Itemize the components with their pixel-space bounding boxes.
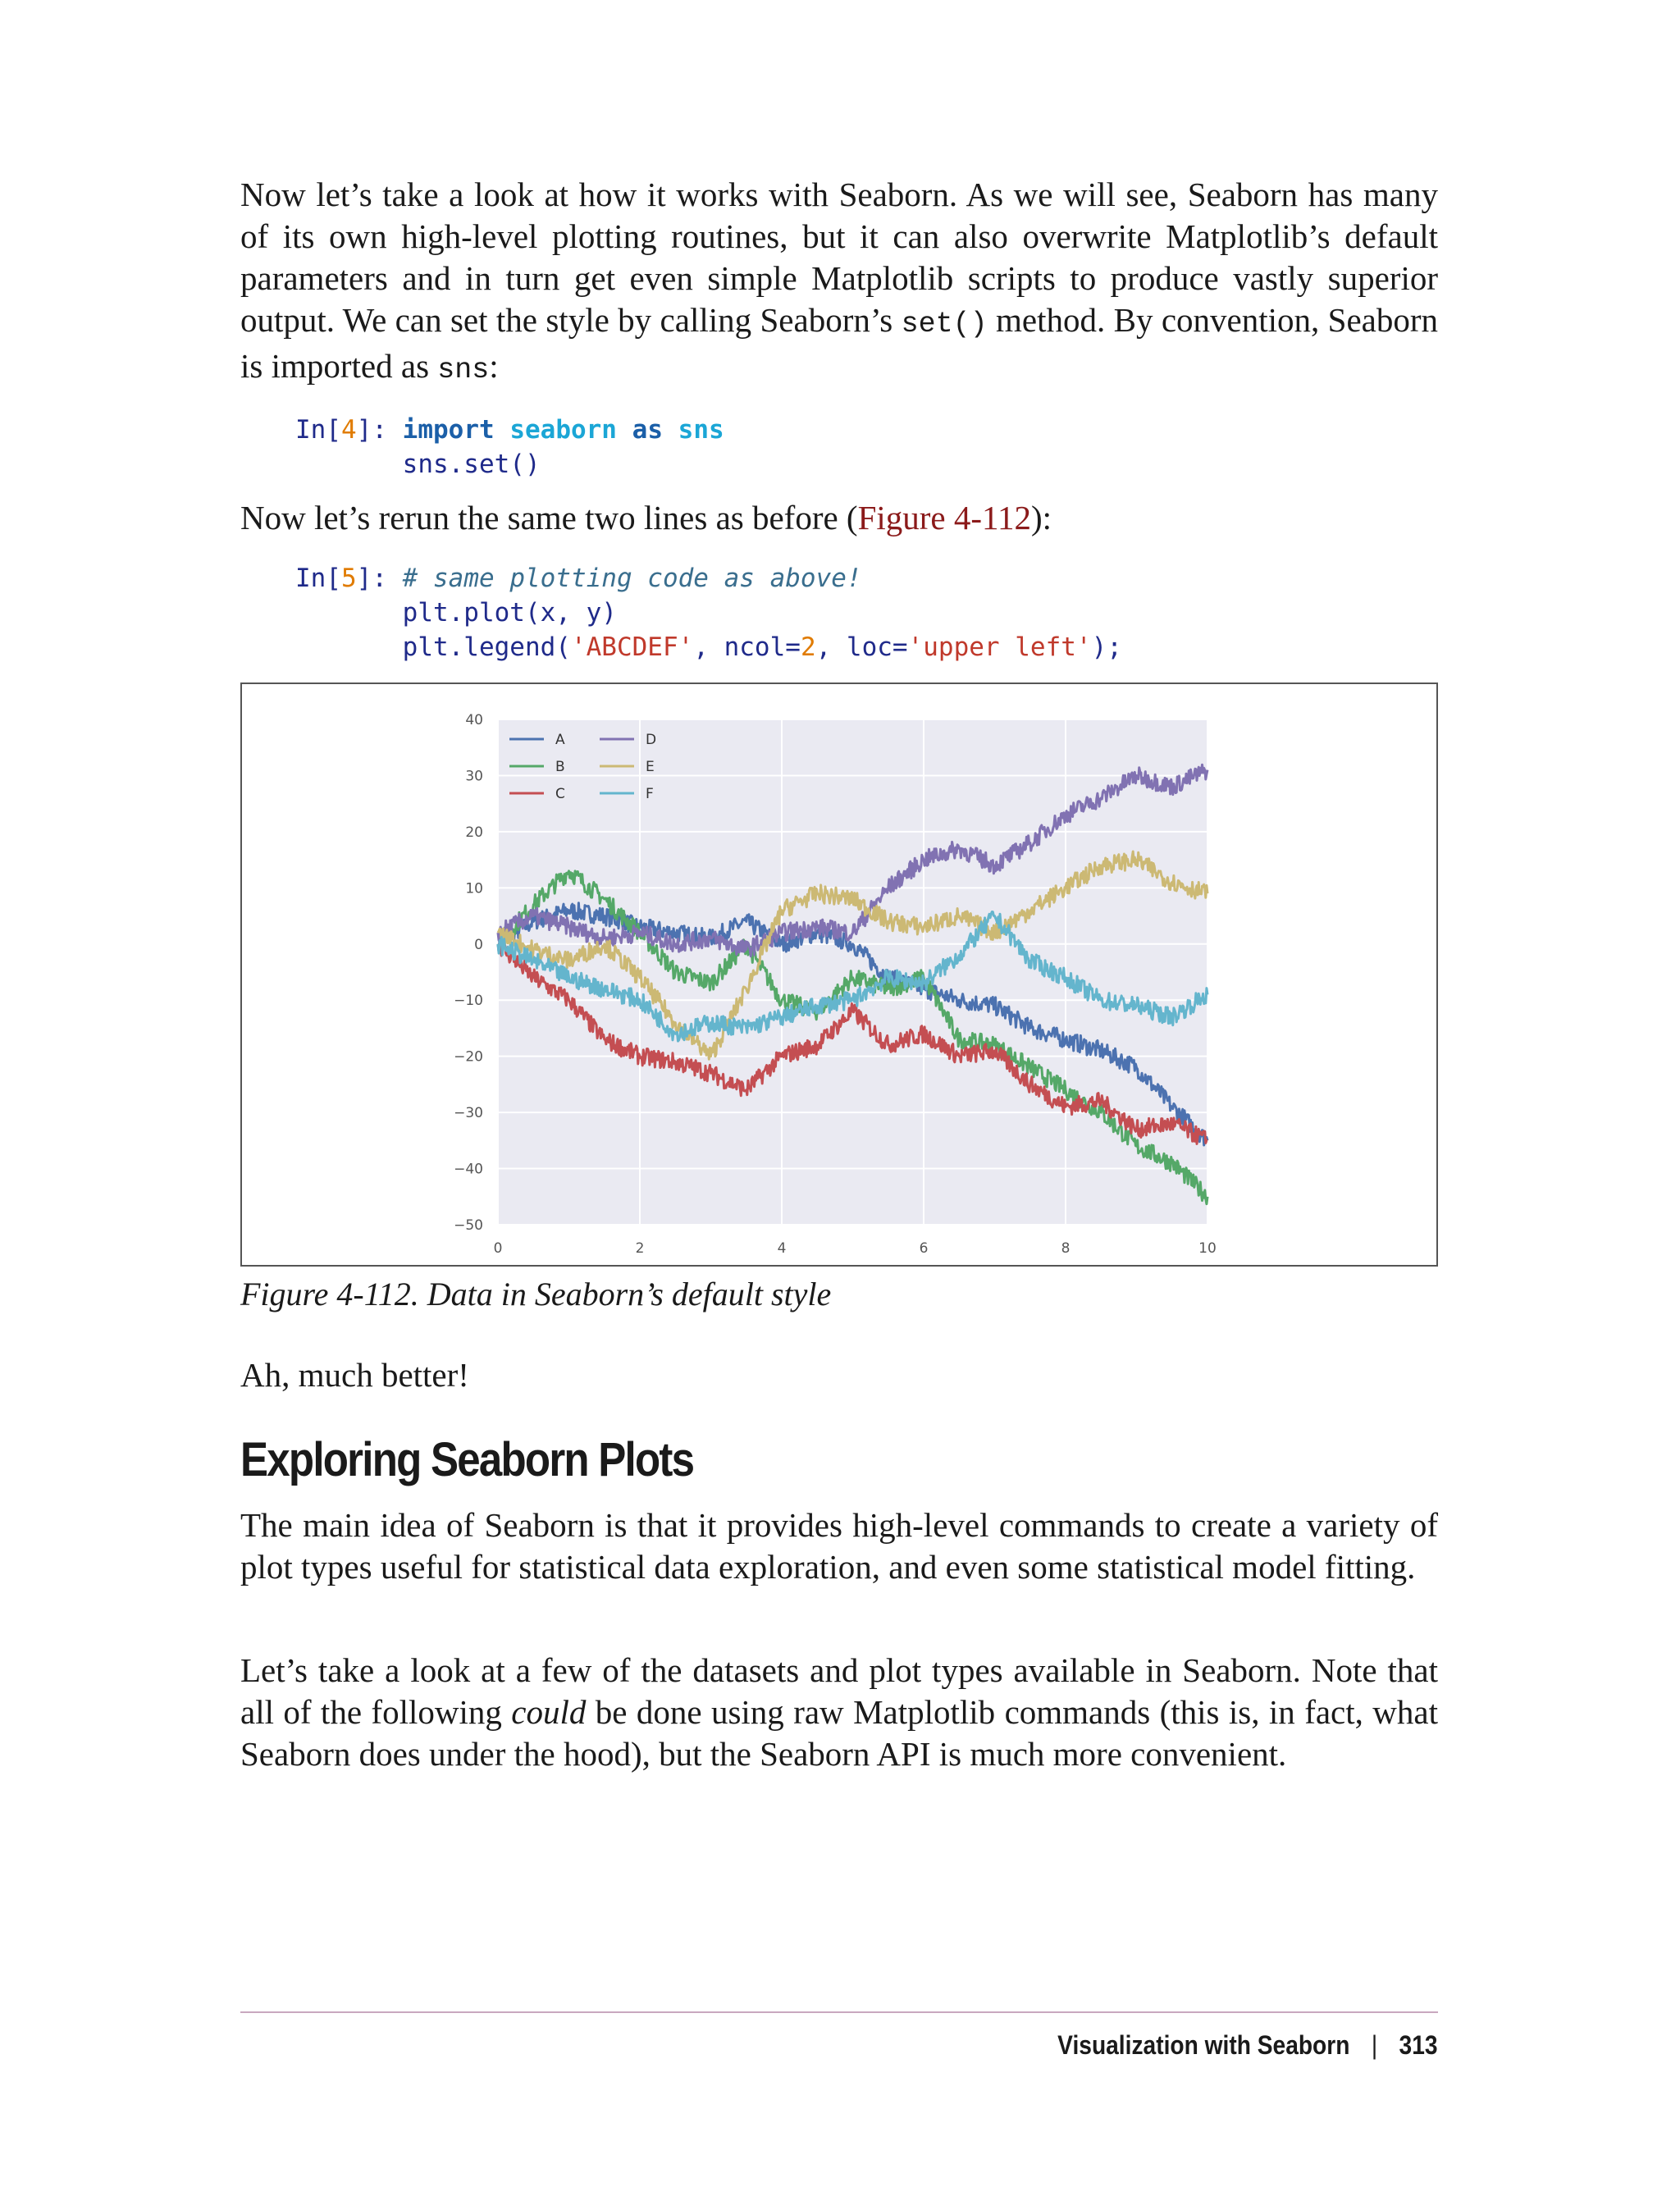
code-prompt: In[: [295, 564, 341, 593]
running-footer-title: Visualization with Seaborn: [1057, 2030, 1350, 2060]
figure-caption: Figure 4-112. Data in Seaborn’s default style: [240, 1276, 832, 1312]
plot-area-background: [498, 719, 1208, 1225]
code-module-name: seaborn: [509, 415, 617, 445]
line-chart: [242, 684, 1436, 1265]
rerun-paragraph: [240, 497, 1438, 539]
code-loc-arg: , loc=: [815, 632, 908, 662]
y-tick-label: 10: [465, 880, 483, 897]
x-tick-label: 2: [635, 1240, 645, 1257]
y-tick-label: −20: [454, 1048, 483, 1066]
datasets-paragraph: [240, 1650, 1438, 1775]
rerun-text-end: ):: [1031, 499, 1052, 536]
x-tick-label: 10: [1198, 1240, 1217, 1257]
y-tick-label: −40: [454, 1161, 483, 1178]
datasets-text-1: Let’s take a look at a few of the datasets and plot types available in Seaborn. Note that all of the following: [240, 1651, 1438, 1731]
datasets-text-2: be done using raw Matplotlib commands (this is, in fact, what Seaborn does under the hood), but the Seaborn API is much more convenient.: [240, 1693, 1438, 1773]
legend-label-E: E: [646, 759, 655, 775]
figure-reference-link[interactable]: Figure 4-112: [857, 499, 1032, 536]
code-string-upper-left: 'upper left': [907, 632, 1092, 662]
legend-label-B: B: [555, 759, 565, 775]
code-legend-call: plt.legend(: [402, 632, 571, 662]
code-comment: # same plotting code as above!: [402, 564, 862, 593]
y-tick-label: 0: [474, 936, 483, 953]
code-block-plot: [295, 561, 1122, 664]
code-line-end: );: [1091, 632, 1122, 662]
inline-code-set: set(): [901, 308, 988, 340]
page-number: 313: [1399, 2030, 1438, 2060]
y-tick-label: −50: [454, 1217, 483, 1234]
legend-label-A: A: [555, 732, 565, 748]
x-tick-label: 8: [1061, 1240, 1071, 1257]
y-tick-label: −30: [454, 1105, 483, 1122]
code-string-abcdef: 'ABCDEF': [570, 632, 694, 662]
intro-paragraph: [240, 174, 1438, 391]
code-prompt: In[: [295, 415, 341, 445]
code-ncol-arg: , ncol=: [693, 632, 801, 662]
y-tick-label: 30: [465, 768, 483, 785]
code-prompt-number: 4: [341, 415, 357, 445]
intro-text-2: method. By convention, Seaborn is imported as: [240, 301, 1438, 385]
section-heading: Exploring Seaborn Plots: [240, 1433, 694, 1486]
emphasis-could: could: [511, 1693, 587, 1731]
rerun-text: Now let’s rerun the same two lines as before (: [240, 499, 858, 536]
footer-separator: |: [1372, 2030, 1378, 2060]
code-line-plot: plt.plot(x, y): [402, 598, 617, 628]
y-tick-label: −10: [454, 993, 483, 1010]
x-tick-label: 6: [919, 1240, 929, 1257]
legend-label-C: C: [555, 786, 565, 802]
y-tick-label: 40: [465, 712, 483, 728]
x-tick-label: 0: [493, 1240, 503, 1257]
code-prompt-close: ]:: [356, 564, 403, 593]
code-keyword-import: import: [402, 415, 495, 445]
intro-text-1: Now let’s take a look at how it works with Seaborn. As we will see, Seaborn has many of its own high-level plotting routines, but it can also overwrite Matplotlib’s default parameters and in turn get even simple Matplotlib scripts to produce vastly superior output. We can set the style by calling Seaborn’s: [240, 176, 1438, 339]
code-alias: sns: [678, 415, 724, 445]
legend-label-D: D: [646, 732, 657, 748]
reaction-paragraph: Ah, much better!: [240, 1356, 469, 1394]
code-block-import: [295, 413, 724, 482]
x-tick-label: 4: [777, 1240, 787, 1257]
footer-divider: [240, 2011, 1438, 2013]
y-tick-label: 20: [465, 824, 483, 841]
legend-label-F: F: [646, 786, 654, 802]
main-idea-paragraph: The main idea of Seaborn is that it provides high-level commands to create a variety of plot types useful for statistical data exploration, and even some statistical model fitting.: [240, 1506, 1438, 1586]
code-ncol-value: 2: [800, 632, 816, 662]
code-keyword-as: as: [632, 415, 663, 445]
code-line-sns-set: sns.set(): [402, 450, 541, 479]
inline-code-sns: sns: [437, 354, 490, 386]
code-prompt-close: ]:: [356, 415, 403, 445]
code-prompt-number: 5: [341, 564, 357, 593]
intro-text-3: :: [489, 347, 499, 385]
page-footer: [1058, 2029, 1438, 2061]
figure-frame: [240, 682, 1438, 1267]
